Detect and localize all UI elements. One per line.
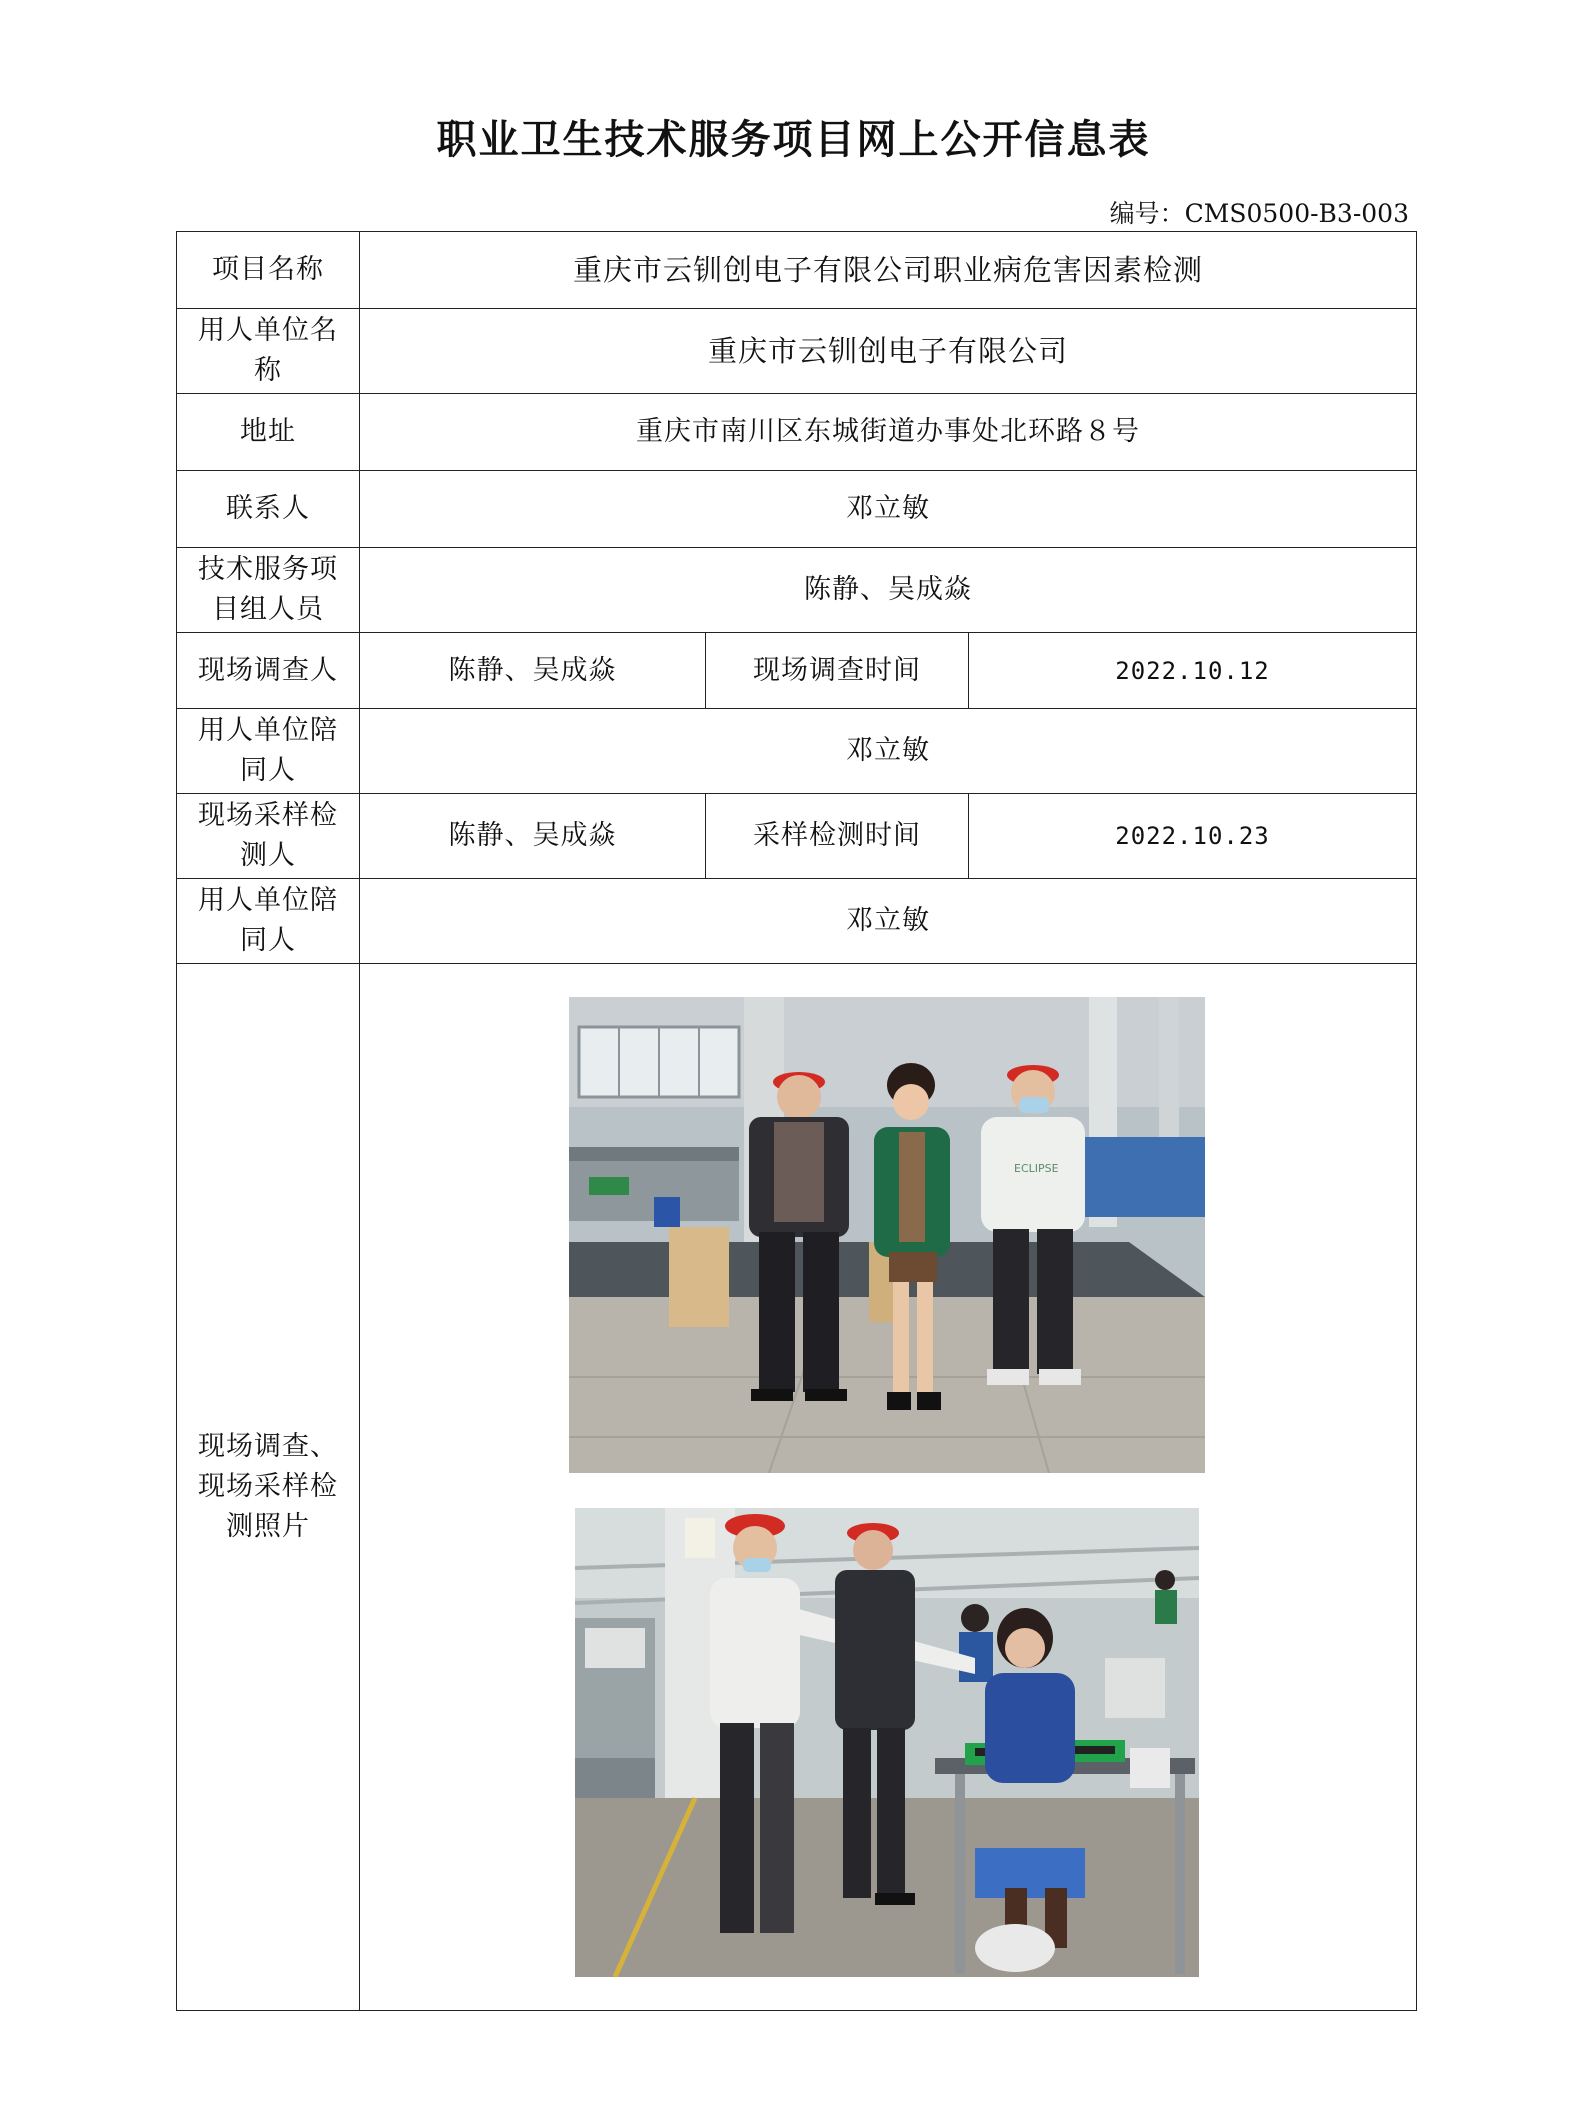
row-survey bbox=[177, 633, 1417, 709]
team-value: 陈静、吴成焱 bbox=[360, 548, 1417, 633]
site-survey-photo bbox=[569, 997, 1205, 1473]
row-sampling bbox=[177, 794, 1417, 879]
project-name-value: 重庆市云钏创电子有限公司职业病危害因素检测 bbox=[360, 232, 1417, 309]
sampling-time-value: 2022.10.23 bbox=[969, 794, 1417, 879]
survey-time-label: 现场调查时间 bbox=[706, 633, 969, 709]
address-label: 地址 bbox=[177, 394, 360, 471]
sampling-escort-value: 邓立敏 bbox=[360, 879, 1417, 964]
survey-escort-label: 用人单位陪同人 bbox=[177, 709, 360, 794]
survey-person-value: 陈静、吴成焱 bbox=[360, 633, 706, 709]
document-number: 编号：CMS0500-B3-003 bbox=[1109, 199, 1409, 228]
row-contact bbox=[177, 471, 1417, 548]
sampling-person-value: 陈静、吴成焱 bbox=[360, 794, 706, 879]
site-sampling-photo bbox=[575, 1508, 1199, 1977]
sampling-escort-label: 用人单位陪同人 bbox=[177, 879, 360, 964]
photos-label: 现场调查、现场采样检测照片 bbox=[177, 964, 360, 2011]
shirt-print-text: ECLIPSE bbox=[1014, 1162, 1059, 1175]
survey-time-value: 2022.10.12 bbox=[969, 633, 1417, 709]
employer-value: 重庆市云钏创电子有限公司 bbox=[360, 309, 1417, 394]
document-title: 职业卫生技术服务项目网上公开信息表 bbox=[436, 117, 1151, 163]
row-survey-escort bbox=[177, 709, 1417, 794]
employer-label: 用人单位名称 bbox=[177, 309, 360, 394]
contact-value: 邓立敏 bbox=[360, 471, 1417, 548]
row-address bbox=[177, 394, 1417, 471]
contact-label: 联系人 bbox=[177, 471, 360, 548]
row-sampling-escort bbox=[177, 879, 1417, 964]
survey-escort-value: 邓立敏 bbox=[360, 709, 1417, 794]
survey-person-label: 现场调查人 bbox=[177, 633, 360, 709]
row-employer bbox=[177, 309, 1417, 394]
address-value: 重庆市南川区东城街道办事处北环路８号 bbox=[360, 394, 1417, 471]
row-project-name bbox=[177, 232, 1417, 309]
row-team bbox=[177, 548, 1417, 633]
team-label: 技术服务项目组人员 bbox=[177, 548, 360, 633]
sampling-time-label: 采样检测时间 bbox=[706, 794, 969, 879]
sampling-person-label: 现场采样检测人 bbox=[177, 794, 360, 879]
project-name-label: 项目名称 bbox=[177, 232, 360, 309]
